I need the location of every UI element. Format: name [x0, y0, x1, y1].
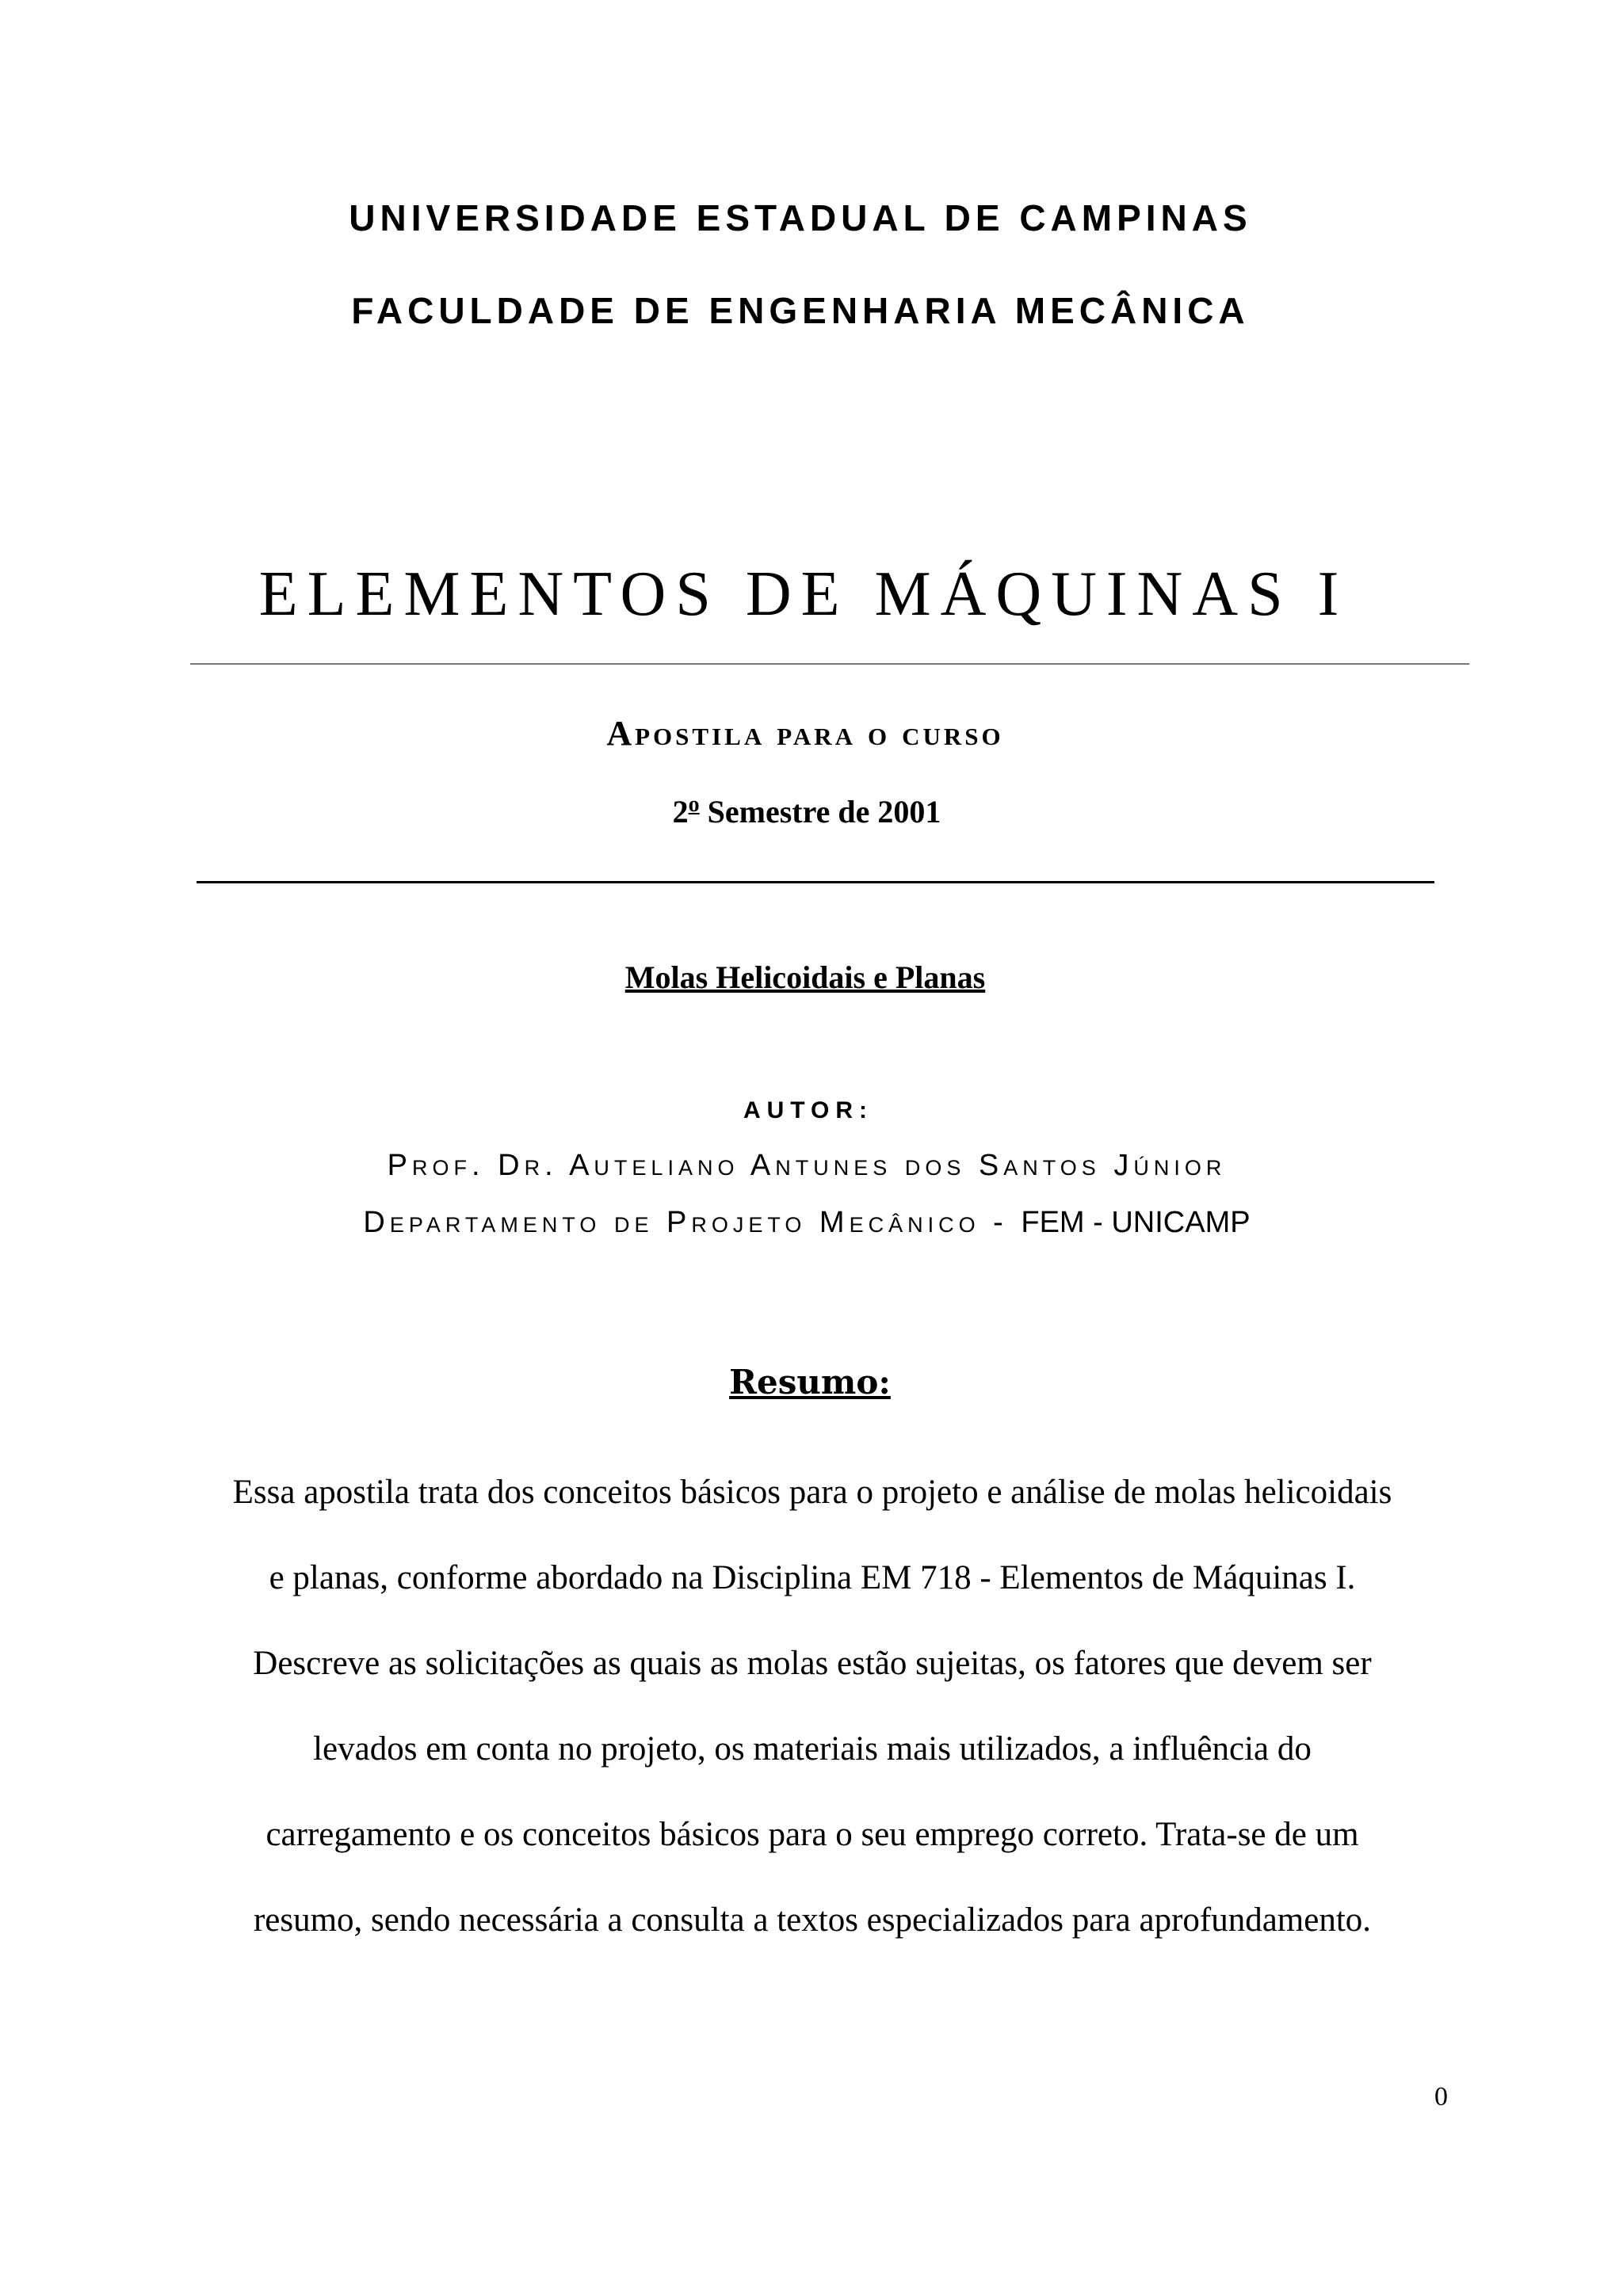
- department-institution: FEM - UNICAMP: [1021, 1206, 1251, 1239]
- semester-number: 2: [672, 794, 689, 830]
- title-divider: [190, 663, 1469, 665]
- abstract-line: e planas, conforme abordado na Disciplina EM 718 - Elementos de Máquinas I.: [269, 1559, 1356, 1596]
- page-number: 0: [1434, 2082, 1448, 2111]
- author-department: [0, 1206, 1618, 1240]
- course-subtitle: [0, 713, 1617, 753]
- abstract-body: [158, 1450, 1466, 1963]
- semester-ordinal: o: [688, 792, 700, 817]
- section-divider: [197, 881, 1434, 883]
- course-subtitle-text: Apostila para o curso: [606, 714, 1004, 753]
- university-name: UNIVERSIDADE ESTADUAL DE CAMPINAS: [349, 197, 1252, 238]
- faculty-name: FACULDADE DE ENGENHARIA MECÂNICA: [351, 290, 1250, 331]
- semester-text: Semestre de 2001: [707, 794, 941, 830]
- abstract-line: resumo, sendo necessária a consulta a textos especializados para aprofundamento.: [253, 1901, 1372, 1939]
- department-name: Departamento de Projeto Mecânico -: [363, 1206, 1022, 1239]
- course-title: ELEMENTOS DE MÁQUINAS I: [258, 559, 1349, 629]
- author-label: AUTOR:: [743, 1097, 874, 1123]
- abstract-heading: Resumo:: [729, 1363, 891, 1402]
- author-name: Prof. Dr. Auteliano Antunes dos Santos Júnior: [387, 1149, 1227, 1182]
- abstract-line: Essa apostila trata dos conceitos básicos para o projeto e análise de molas helicoidais: [232, 1474, 1392, 1511]
- abstract-line: Descreve as solicitações as quais as molas estão sujeitas, os fatores que devem ser: [253, 1645, 1372, 1682]
- abstract-line: carregamento e os conceitos básicos para o seu emprego correto. Trata-se de um: [265, 1816, 1359, 1853]
- semester-line: [0, 792, 1618, 830]
- abstract-line: levados em conta no projeto, os materiais mais utilizados, a influência do: [313, 1730, 1312, 1768]
- topic-title: Molas Helicoidais e Planas: [624, 959, 986, 995]
